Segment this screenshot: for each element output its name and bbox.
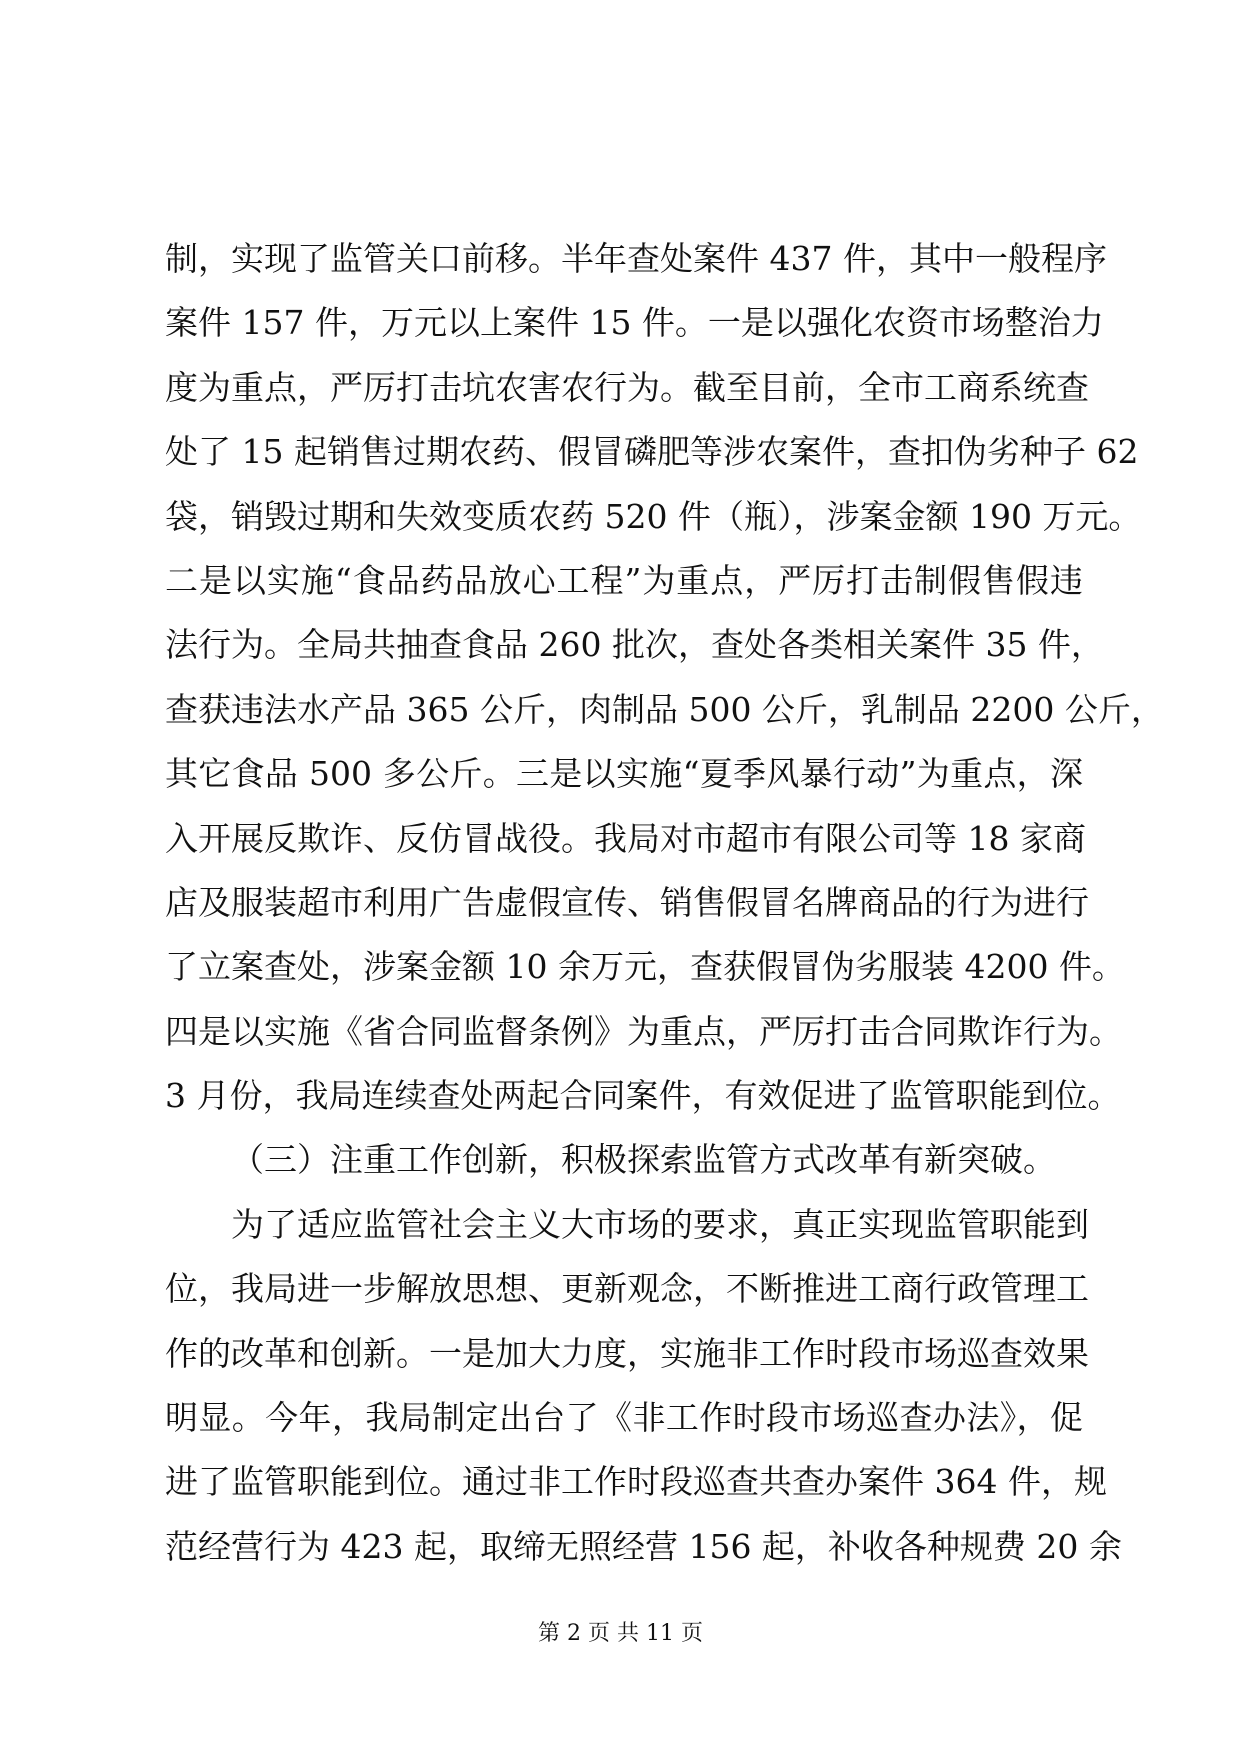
text-line: 制，实现了监管关口前移。半年查处案件 437 件，其中一般程序 <box>165 239 1107 278</box>
text-line: 案件 157 件，万元以上案件 15 件。一是以强化农资市场整治力 <box>165 303 1104 343</box>
text-line: 店及服装超市利用广告虚假宣传、销售假冒名牌商品的行为进行 <box>165 882 1089 922</box>
text-line: 明显。今年，我局制定出台了《非工作时段市场巡查办法》，促 <box>165 1398 1083 1438</box>
text-line: 袋，销毁过期和失效变质农药 520 件（瓶），涉案金额 190 万元。 <box>165 496 1142 536</box>
text-line: 作的改革和创新。一是加大力度，实施非工作时段市场巡查效果 <box>165 1333 1089 1373</box>
text-line: 处了 15 起销售过期农药、假冒磷肥等涉农案件，查扣伪劣种子 62 <box>165 432 1139 472</box>
section-heading <box>165 1128 1083 1192</box>
page-number-footer: 第 2 页 共 11 页 <box>538 1621 703 1646</box>
text-line: 二是以实施“食品药品放心工程”为重点，严厉打击制假售假违 <box>165 560 1083 600</box>
text-line: 法行为。全局共抽查食品 260 批次，查处各类相关案件 35 件， <box>165 625 1104 665</box>
text-line: 四是以实施《省合同监督条例》为重点，严厉打击合同欺诈行为。 <box>165 1011 1122 1051</box>
text-line: 为了适应监管社会主义大市场的要求，真正实现监管职能到 <box>231 1204 1089 1244</box>
document-body <box>165 227 1164 1579</box>
text-line: 3 月份，我局连续查处两起合同案件，有效促进了监管职能到位。 <box>165 1076 1121 1116</box>
text-line: 范经营行为 423 起，取缔无照经营 156 起，补收各种规费 20 余 <box>165 1526 1122 1566</box>
text-line: 度为重点，严厉打击坑农害农行为。截至目前，全市工商系统查 <box>165 367 1089 407</box>
paragraph-1 <box>165 227 1164 1128</box>
text-line: 进了监管职能到位。通过非工作时段巡查共查办案件 364 件，规 <box>165 1462 1107 1502</box>
text-line: 了立案查处，涉案金额 10 余万元，查获假冒伪劣服装 4200 件。 <box>165 947 1125 987</box>
section-heading-text: （三）注重工作创新，积极探索监管方式改革有新突破。 <box>231 1140 1056 1180</box>
text-line: 查获违法水产品 365 公斤，肉制品 500 公斤，乳制品 2200 公斤， <box>165 689 1164 729</box>
text-line: 位，我局进一步解放思想、更新观念，不断推进工商行政管理工 <box>165 1269 1089 1309</box>
paragraph-2 <box>165 1193 1122 1579</box>
text-line: 入开展反欺诈、反仿冒战役。我局对市超市有限公司等 18 家商 <box>165 818 1086 858</box>
text-line: 其它食品 500 多公斤。三是以实施“夏季风暴行动”为重点，深 <box>165 754 1083 794</box>
